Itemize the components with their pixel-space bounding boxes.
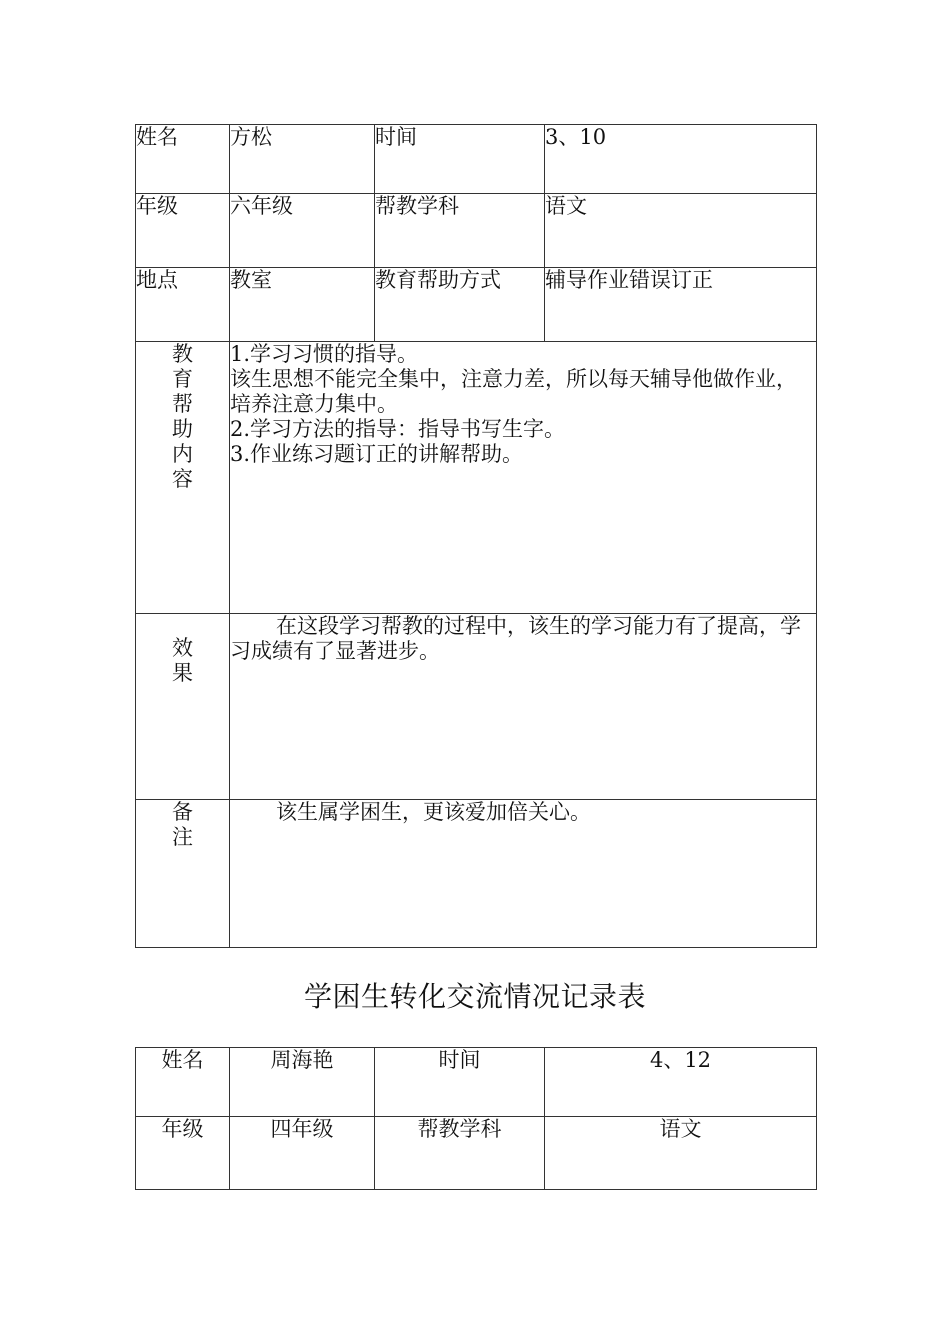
- time-label: 时间: [375, 1048, 545, 1117]
- grade-label: 年级: [136, 194, 230, 268]
- time-value: 4、12: [545, 1048, 817, 1117]
- table-row: [136, 800, 817, 948]
- time-value: 3、10: [545, 125, 817, 194]
- effect-label: 效 果: [136, 614, 230, 800]
- record-table-2: [135, 1047, 817, 1190]
- content-label: 教 育 帮 助 内 容: [136, 342, 230, 614]
- subject-label: 帮教学科: [375, 194, 545, 268]
- method-value: 辅导作业错误订正: [545, 268, 817, 342]
- name-label: 姓名: [136, 1048, 230, 1117]
- place-label: 地点: [136, 268, 230, 342]
- content-line: 2.学习方法的指导：指导书写生字。: [230, 417, 566, 441]
- grade-label: 年级: [136, 1117, 230, 1190]
- remark-label: 备 注: [136, 800, 230, 948]
- name-value: 周海艳: [230, 1048, 375, 1117]
- content-line: 3.作业练习题订正的讲解帮助。: [230, 442, 524, 466]
- table-row: [136, 1117, 817, 1190]
- table-row: [136, 194, 817, 268]
- remark-body: 该生属学困生，更该爱加倍关心。: [230, 800, 817, 948]
- record-table-1: [135, 124, 817, 948]
- name-value: 方松: [230, 125, 375, 194]
- table-row: [136, 268, 817, 342]
- effect-body: 在这段学习帮教的过程中，该生的学习能力有了提高，学习成绩有了显著进步。: [230, 614, 817, 800]
- name-label: 姓名: [136, 125, 230, 194]
- grade-value: 六年级: [230, 194, 375, 268]
- table-row: [136, 614, 817, 800]
- table-row: [136, 125, 817, 194]
- method-label: 教育帮助方式: [375, 268, 545, 342]
- grade-value: 四年级: [230, 1117, 375, 1190]
- table-row: [136, 342, 817, 614]
- page-title: 学困生转化交流情况记录表: [303, 980, 646, 1013]
- content-line: 该生思想不能完全集中，注意力差，所以每天辅导他做作业，培养注意力集中。: [230, 367, 797, 416]
- place-value: 教室: [230, 268, 375, 342]
- content-body: [230, 342, 817, 614]
- subject-label: 帮教学科: [375, 1117, 545, 1190]
- table-row: [136, 1048, 817, 1117]
- subject-value: 语文: [545, 194, 817, 268]
- content-line: 1.学习习惯的指导。: [230, 342, 419, 366]
- time-label: 时间: [375, 125, 545, 194]
- subject-value: 语文: [545, 1117, 817, 1190]
